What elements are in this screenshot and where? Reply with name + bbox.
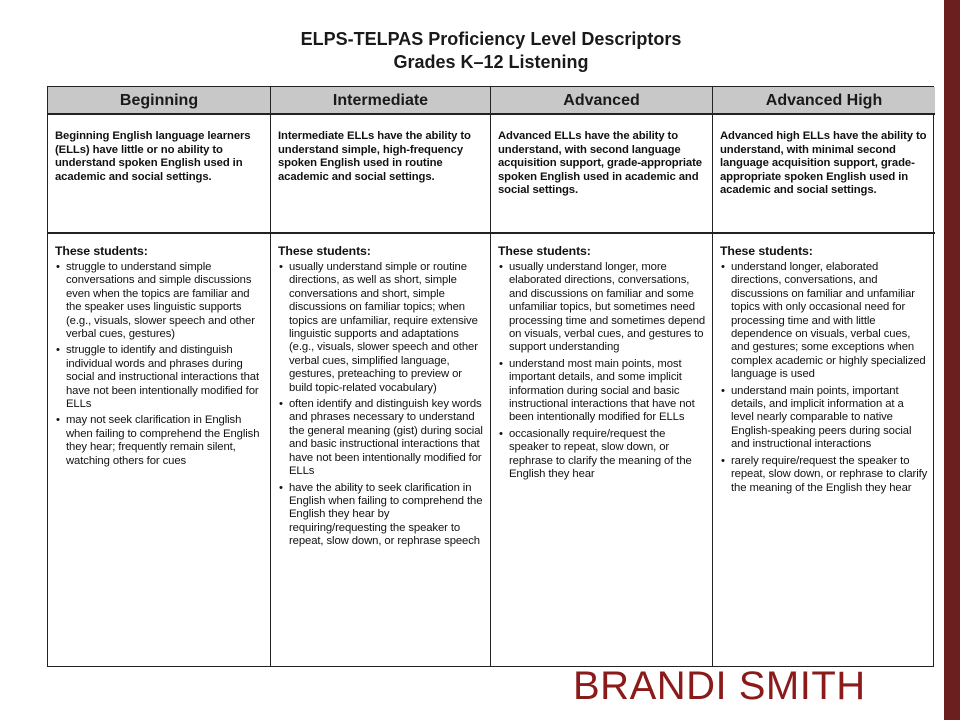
students-label: These students: [278,244,371,258]
title-line-1: ELPS-TELPAS Proficiency Level Descriptors [300,29,682,49]
behavior-item: • understand longer, elaborated directions, conversations, and discussions on familiar and unfamiliar topics with only occasional need for processing time and with little dependence on visuals, verbal cues, and gestures; some exceptions when complex academic or highly specialized language is used [720,261,929,382]
document-title [0,28,960,74]
behavior-item: • rarely require/request the speaker to repeat, slow down, or rephrase to clarify the meaning of the English they hear [720,455,929,495]
behavior-item: • struggle to identify and distinguish individual words and phrases during social and instructional interactions that have not been intentionally modified for ELLs [55,344,264,411]
level-column-advanced [491,87,713,666]
level-description: Beginning English language learners (ELLs) have little or no ability to understand spoken English used in academic and social settings. [48,115,270,234]
level-column-advanced-high [713,87,935,666]
behavior-item: • have the ability to seek clarification in English when failing to comprehend the English they hear by requiring/requesting the speaker to repeat, slow down, or rephrase speech [278,482,484,549]
level-column-beginning [48,87,271,666]
behavior-item: • understand main points, important details, and implicit information at a level nearly comparable to native English-speaking peers during social and instructional interactions [720,385,929,452]
level-column-intermediate [271,87,491,666]
behavior-item: • understand most main points, most important details, and some implicit information during social and basic instructional interactions that have not been intentionally modified for ELLs [498,358,706,425]
level-behaviors [271,234,490,666]
proficiency-table [47,86,934,667]
level-header: Beginning [48,87,270,115]
students-label: These students: [720,244,813,258]
behavior-list [278,261,484,549]
level-behaviors [48,234,270,666]
level-description: Advanced ELLs have the ability to understand, with second language acquisition support, grade-appropriate spoken English used in academic and social settings. [491,115,712,234]
behavior-item: • usually understand longer, more elaborated directions, conversations, and discussions on familiar and some unfamiliar topics, but sometimes need processing time and sometimes depend on visuals, verbal cues, and gestures to support understanding [498,261,706,355]
behavior-list [498,261,706,482]
students-label: These students: [498,244,591,258]
behavior-item: • struggle to understand simple conversations and simple discussions even when the topics are familiar and the speaker uses linguistic supports (e.g., visuals, slower speech and other verbal cues, gestures) [55,261,264,341]
behavior-item: • often identify and distinguish key words and phrases necessary to understand the general meaning (gist) during social and basic instructional interactions that have not been intentionally modified for ELLs [278,398,484,478]
students-label: These students: [55,244,148,258]
level-header: Intermediate [271,87,490,115]
level-behaviors [491,234,712,666]
level-header: Advanced [491,87,712,115]
slide-accent-bar [944,0,960,720]
behavior-item: • usually understand simple or routine directions, as well as short, simple conversations and short, simple discussions on familiar topics; when topics are unfamiliar, require extensive linguistic supports and adaptations (e.g., visuals, slower speech and other verbal cues, simplified language, gestures, preteaching to preview or build topic-related vocabulary) [278,261,484,395]
author-name: BRANDI SMITH [573,664,866,708]
level-description: Advanced high ELLs have the ability to understand, with minimal second language acquisition support, grade-appropriate spoken English used in academic and social settings. [713,115,935,234]
level-behaviors [713,234,935,666]
behavior-list [55,261,264,468]
behavior-list [720,261,929,495]
level-description: Intermediate ELLs have the ability to understand simple, high-frequency spoken English used in routine academic and social settings. [271,115,490,234]
behavior-item: • occasionally require/request the speaker to repeat, slow down, or rephrase to clarify the meaning of the English they hear [498,428,706,482]
level-header: Advanced High [713,87,935,115]
behavior-item: • may not seek clarification in English when failing to comprehend the English they hear; frequently remain silent, watching others for cues [55,414,264,468]
title-line-2: Grades K–12 Listening [393,52,589,72]
